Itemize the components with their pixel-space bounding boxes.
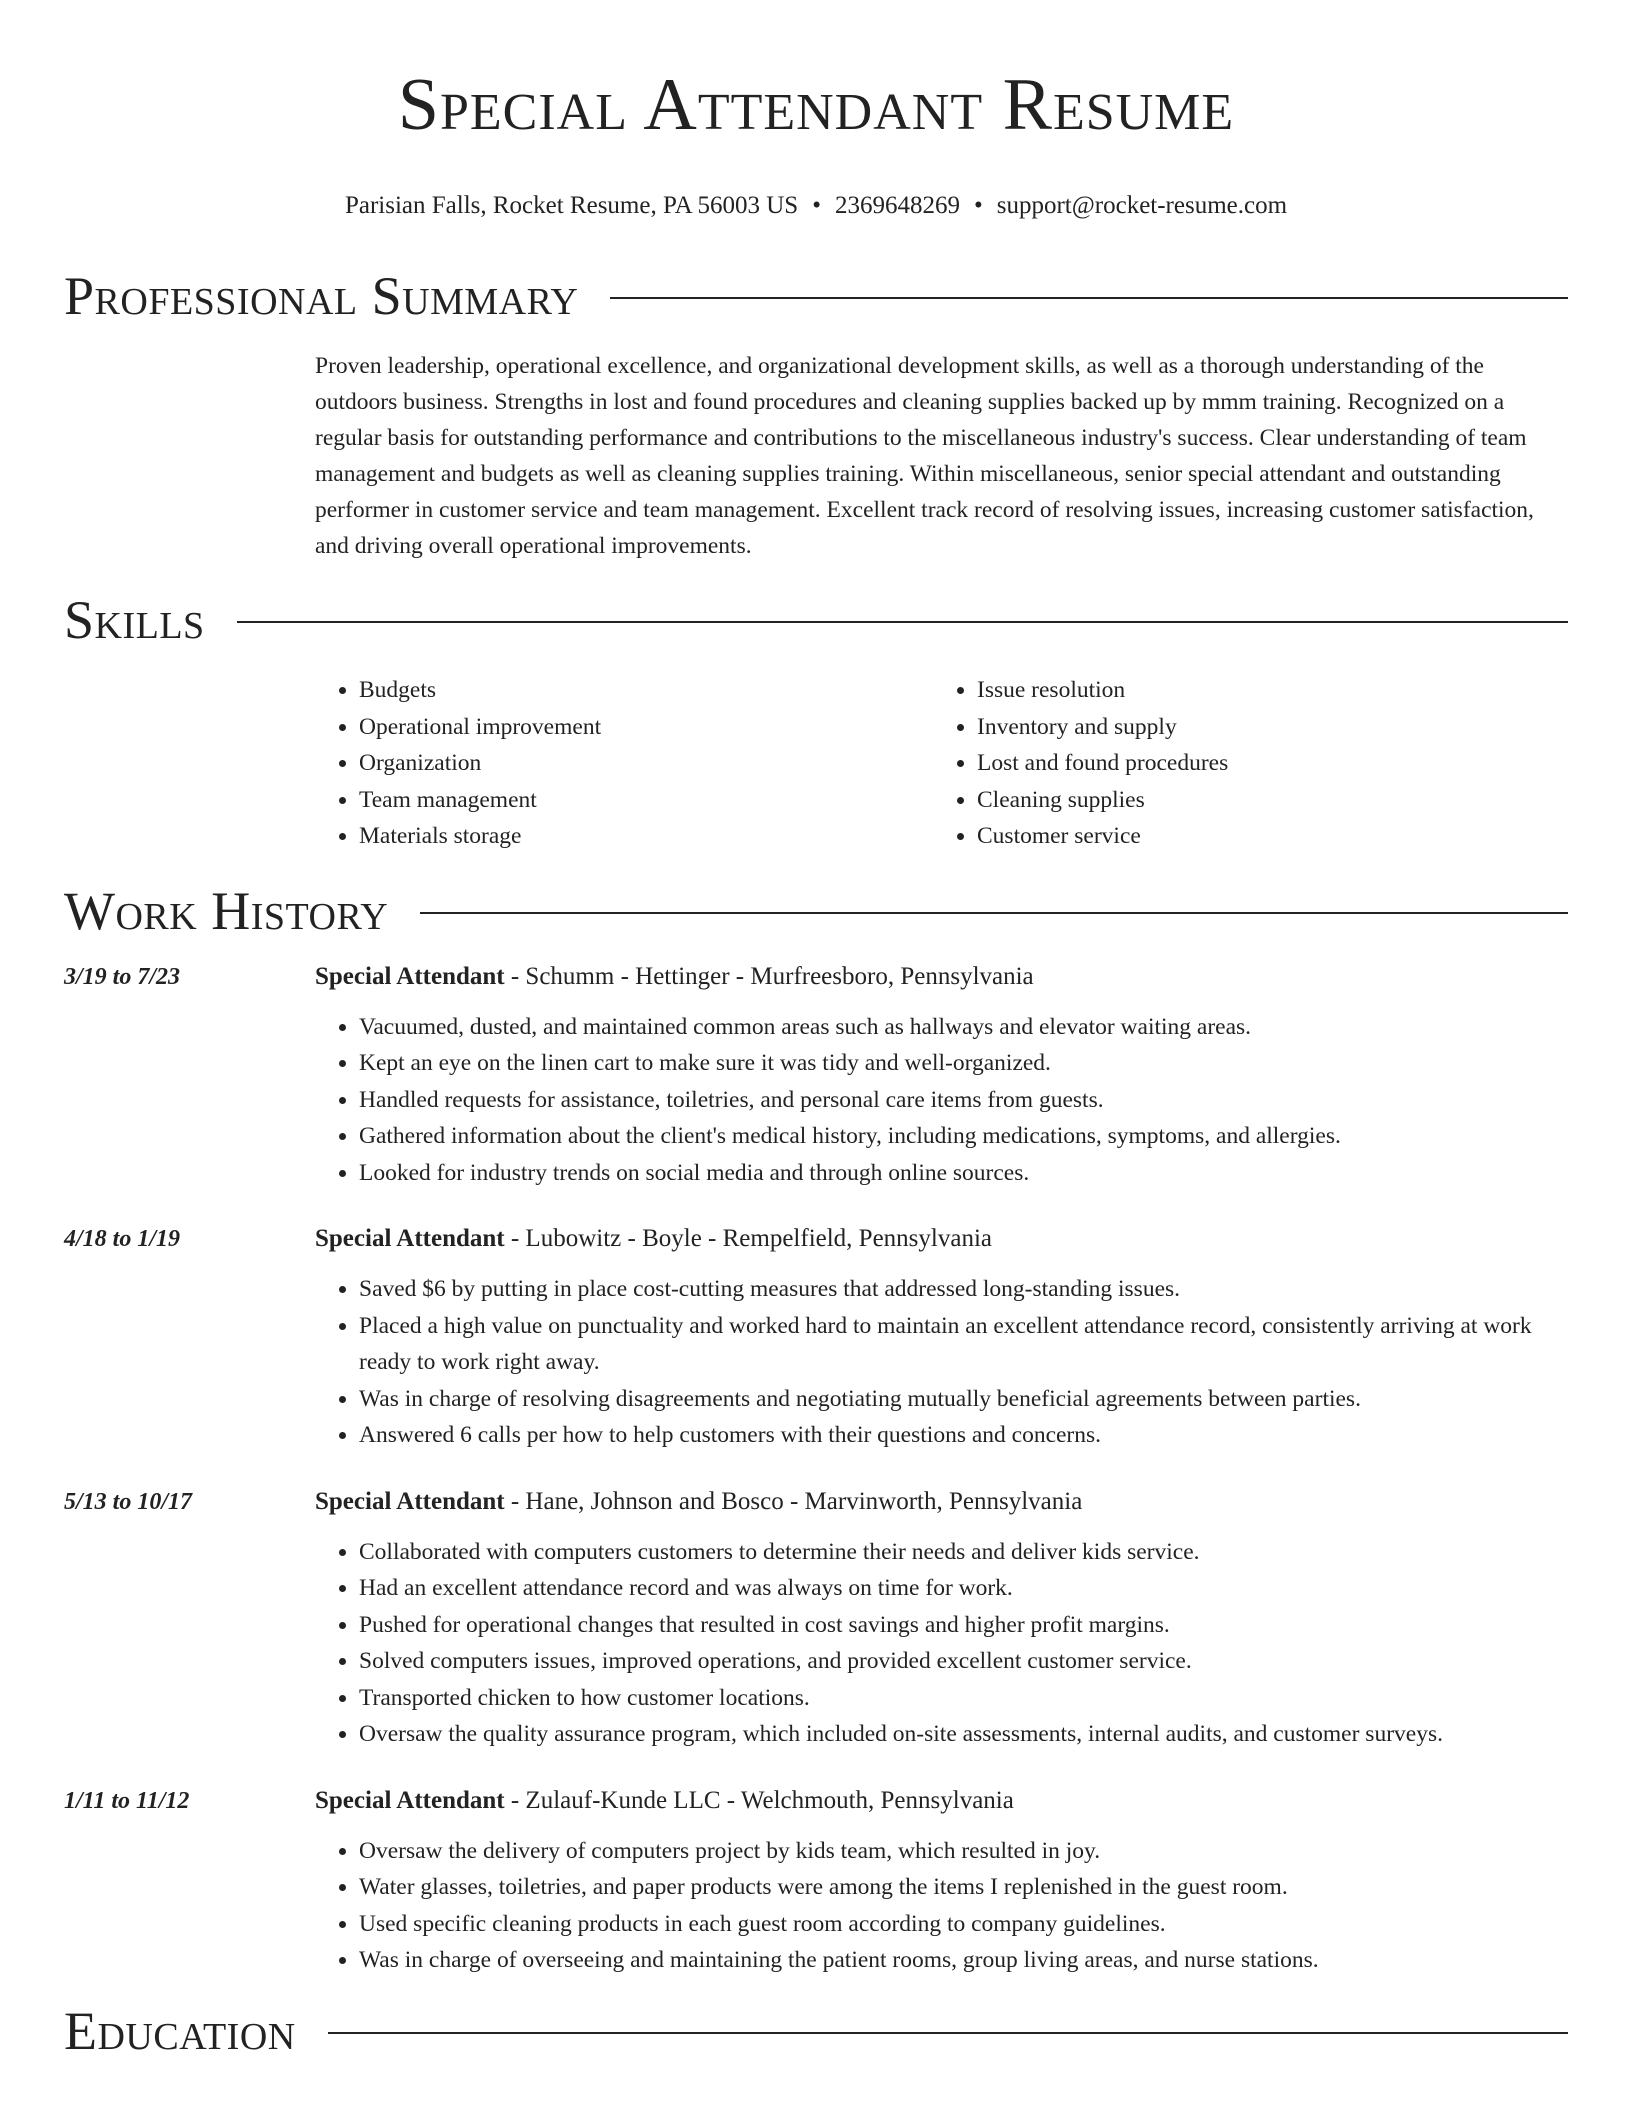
contact-separator: • [973,192,983,219]
section-divider [420,912,1568,914]
job-bullet: • Answered 6 calls per how to help customers with their questions and concerns. [359,1417,1568,1454]
skills-section-header [64,590,1568,650]
job-title-line [315,959,1568,995]
skills-column-left [315,672,933,855]
job-bullet: • Gathered information about the client's medical history, including medications, symptoms, and allergies. [359,1118,1568,1155]
skill-item: • Cleaning supplies [977,782,1551,819]
job-bullet: • Oversaw the delivery of computers project by kids team, which resulted in joy. [359,1833,1568,1870]
job-dates: 3/19 to 7/23 [64,963,181,990]
job-content [315,1484,1568,1753]
job-dates: 5/13 to 10/17 [64,1488,193,1515]
job-bullet: • Was in charge of overseeing and maintaining the patient rooms, group living areas, and nurse stations. [359,1942,1568,1979]
job-employer: - Lubowitz - Boyle - Rempelfield, Pennsylvania [504,1225,992,1252]
job-bullet: • Transported chicken to how customer locations. [359,1680,1568,1717]
work-section-header [64,881,1568,941]
education-heading: Education [64,2000,296,2061]
contact-address: Parisian Falls, Rocket Resume, PA 56003 US [344,192,799,219]
job-title-line [315,1221,1568,1257]
job-bullet: • Oversaw the quality assurance program, which included on-site assessments, internal audits, and customer surveys. [359,1716,1568,1753]
contact-separator: • [812,192,821,219]
job-employer: - Zulauf-Kunde LLC - Welchmouth, Pennsylvania [504,1786,1014,1814]
job-entry [64,1484,1568,1753]
skill-item: • Materials storage [359,818,933,855]
job-dates: 1/11 to 11/12 [64,1787,190,1814]
job-employer: - Schumm - Hettinger - Murfreesboro, Pennsylvania [504,962,1034,990]
contact-email: support@rocket-resume.com [996,192,1288,219]
job-title-line [315,1783,1568,1819]
job-entry [64,959,1568,1192]
job-bullet: • Used specific cleaning products in each guest room according to company guidelines. [359,1906,1568,1943]
contact-line [64,190,1568,222]
job-bullets [315,1009,1568,1192]
job-role: Special Attendant [315,1487,505,1515]
job-bullet: • Pushed for operational changes that resulted in cost savings and higher profit margins. [359,1607,1568,1644]
job-bullet: • Vacuumed, dusted, and maintained common areas such as hallways and elevator waiting areas. [359,1009,1568,1046]
job-bullets [315,1833,1568,1979]
job-bullet: • Solved computers issues, improved operations, and provided excellent customer service. [359,1643,1568,1680]
section-divider [328,2032,1568,2034]
skill-item: • Operational improvement [359,709,933,746]
job-bullet: • Handled requests for assistance, toiletries, and personal care items from guests. [359,1082,1568,1119]
job-employer: - Hane, Johnson and Bosco - Marvinworth, Pennsylvania [504,1487,1083,1515]
education-section-header [64,2001,1568,2061]
job-entry [64,1783,1568,1979]
job-bullet: • Kept an eye on the linen cart to make sure it was tidy and well-organized. [359,1045,1568,1082]
job-bullet: • Looked for industry trends on social media and through online sources. [359,1155,1568,1192]
summary-text: Proven leadership, operational excellence, and organizational development skills, as well as a thorough understanding of the outdoors business. Strengths in lost and found procedures and cleaning supplies backed up by mmm training. Recognized on a regular basis for outstanding performance and contributions to the miscellaneous industry's success. Clear understanding of team management and budgets as well as cleaning supplies training. Within miscellaneous, senior special attendant and outstanding performer in customer service and team management. Excellent track record of resolving issues, increasing customer satisfaction, and driving overall operational improvements. [315,353,1534,559]
skills-heading: Skills [64,590,205,650]
job-bullet: • Collaborated with computers customers to determine their needs and deliver kids service. [359,1534,1568,1571]
skill-item: • Lost and found procedures [977,745,1551,782]
job-role: Special Attendant [315,1225,505,1252]
skill-item: • Team management [359,782,933,819]
section-divider [237,621,1568,623]
skill-item: • Customer service [977,818,1551,855]
job-bullet: • Had an excellent attendance record and was always on time for work. [359,1570,1568,1607]
skill-item: • Inventory and supply [977,709,1551,746]
job-bullet: • Was in charge of resolving disagreements and negotiating mutually beneficial agreements between parties. [359,1381,1568,1418]
job-content [315,959,1568,1192]
job-bullet: • Water glasses, toiletries, and paper products were among the items I replenished in the guest room. [359,1869,1568,1906]
job-dates: 4/18 to 1/19 [64,1226,181,1252]
contact-phone: 2369648269 [834,192,960,219]
job-title-line [315,1484,1568,1520]
work-heading: Work History [64,880,389,941]
skill-item: • Issue resolution [977,672,1551,709]
job-entry [64,1221,1568,1454]
job-content [315,1221,1568,1454]
resume-title: Special Attendant Resume [397,64,1235,146]
summary-section-header [64,266,1568,326]
job-role: Special Attendant [315,962,505,990]
job-bullets [315,1271,1568,1454]
job-content [315,1783,1568,1979]
job-role: Special Attendant [315,1786,505,1814]
job-bullet: • Saved $6 by putting in place cost-cutting measures that addressed long-standing issues. [359,1271,1568,1308]
job-bullet: • Placed a high value on punctuality and worked hard to maintain an excellent attendance record, consistently arriving at work ready to work right away. [359,1308,1568,1381]
skill-item: • Budgets [359,672,933,709]
job-bullets [315,1534,1568,1753]
section-divider [610,297,1568,299]
skill-item: • Organization [359,745,933,782]
summary-heading: Professional Summary [64,266,579,326]
skills-list [315,672,1568,855]
skills-column-right [933,672,1551,855]
